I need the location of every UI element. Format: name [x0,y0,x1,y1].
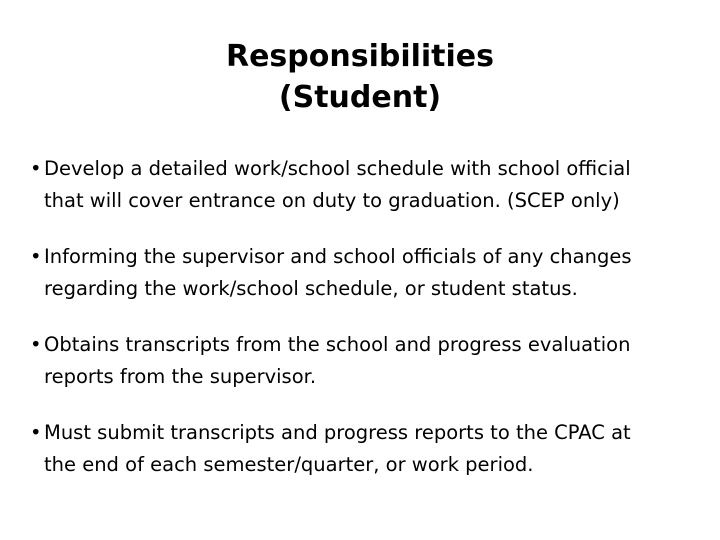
bullet-item-1 [30,153,710,217]
title-line-1: Responsibilities [225,39,495,74]
bullet-2-line-2: regarding the work/school schedule, or student status. [44,277,578,300]
title-line-2: (Student) [278,80,442,115]
bullet-4-line-2: the end of each semester/quarter, or work period. [44,453,534,476]
bullet-dot: • [30,245,42,268]
bullet-4-line-1: Must submit transcripts and progress reports to the CPAC at [44,421,631,444]
bullet-item-3 [30,329,710,393]
bullet-1-line-1: Develop a detailed work/school schedule with school official [44,157,631,180]
slide-title [0,36,720,118]
bullet-dot: • [30,421,42,444]
bullet-3-line-2: reports from the supervisor. [44,365,317,388]
bullet-dot: • [30,157,42,180]
bullet-2-line-1: Informing the supervisor and school officials of any changes [44,245,632,268]
bullet-list [30,153,710,505]
bullet-1-line-2: that will cover entrance on duty to graduation. (SCEP only) [44,189,620,212]
bullet-dot: • [30,333,42,356]
bullet-item-4 [30,417,710,481]
bullet-3-line-1: Obtains transcripts from the school and progress evaluation [44,333,631,356]
bullet-item-2 [30,241,710,305]
